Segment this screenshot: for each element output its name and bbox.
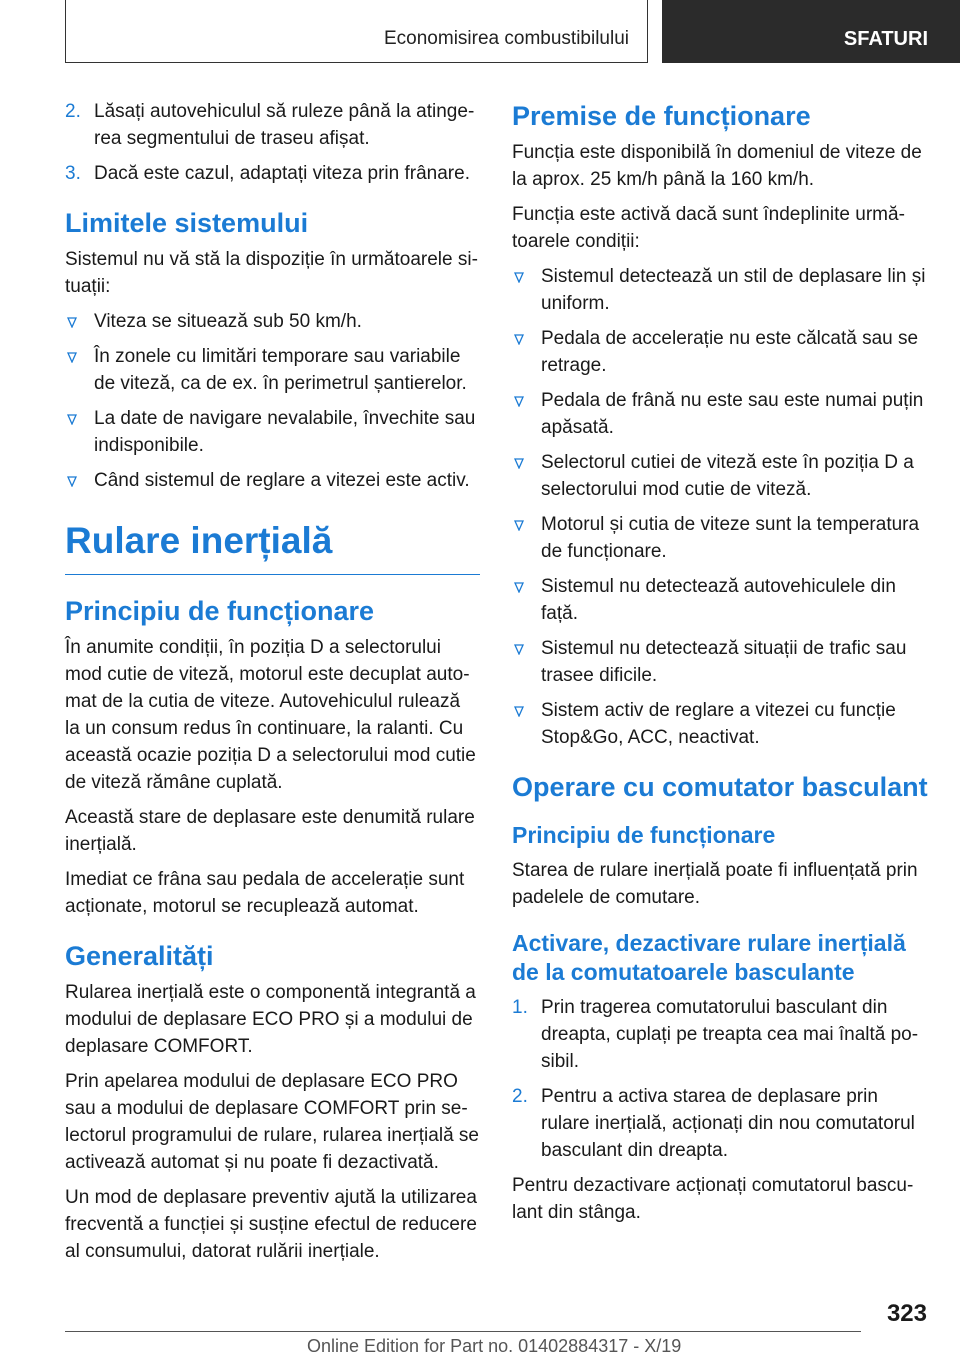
triangle-bullet-icon: [67, 317, 77, 328]
page-number: 323: [886, 1300, 927, 1327]
step-item: [512, 1083, 930, 1164]
list-item: [512, 325, 930, 379]
rocker-principle-heading: Principiu de funcționare: [512, 822, 776, 848]
prereq-list: [512, 263, 930, 751]
principle-heading: Principiu de funcționare: [65, 596, 375, 626]
activate-heading: Activare, dezactivare rulare inerțială de la comutatoarele basculante: [512, 930, 906, 985]
triangle-bullet-icon: [514, 644, 524, 655]
limits-list: [65, 308, 480, 494]
activate-steps: [512, 994, 930, 1164]
prereq-heading: Premise de funcționare: [512, 101, 811, 131]
step-text: Dacă este cazul, adaptați viteza prin frânare.: [94, 163, 470, 184]
step-number: 2.: [512, 1086, 528, 1107]
steps-continued: [65, 98, 480, 187]
general-heading: Generalități: [65, 941, 214, 971]
triangle-bullet-icon: [514, 706, 524, 717]
triangle-bullet-icon: [67, 352, 77, 363]
limits-intro: Sistemul nu vă stă la dispoziție în următoarele situații:: [65, 249, 478, 297]
list-item-text: Selectorul cutiei de viteză este în poziția D a selectorului mod cutie de viteză.: [541, 452, 914, 500]
list-item-text: Sistem activ de reglare a vitezei cu funcție Stop&Go, ACC, neactivat.: [541, 700, 896, 748]
step-text: Prin tragerea comutatorului basculant din dreapta, cuplați pe treapta cea mai înaltă posibil.: [541, 997, 919, 1072]
step-number: 3.: [65, 163, 81, 184]
list-item: [65, 308, 480, 335]
list-item: [65, 467, 480, 494]
step-item: [65, 98, 480, 152]
list-item: [512, 511, 930, 565]
list-item: [512, 449, 930, 503]
list-item: [512, 573, 930, 627]
list-item: [512, 697, 930, 751]
list-item-text: Viteza se situează sub 50 km/h.: [94, 311, 362, 332]
step-item: [65, 160, 480, 187]
principle-paragraph: Imediat ce frâna sau pedala de accelerație sunt acționate, motorul se recuplează automat.: [65, 869, 465, 917]
step-number: 1.: [512, 997, 528, 1018]
triangle-bullet-icon: [514, 520, 524, 531]
list-item: [65, 405, 480, 459]
list-item: [512, 635, 930, 689]
list-item: [512, 263, 930, 317]
chapter-title: Rulare inerțială: [65, 520, 480, 575]
edition-note: Online Edition for Part no. 01402884317 - X/19: [307, 1336, 682, 1356]
running-header: [65, 0, 648, 63]
principle-paragraph: Această stare de deplasare este denumită rulare inerțială.: [65, 807, 475, 855]
step-text: Lăsați autovehiculul să ruleze până la atingerea segmentului de traseu afișat.: [94, 101, 475, 149]
list-item-text: Pedala de accelerație nu este călcată sau se retrage.: [541, 328, 919, 376]
principle-paragraph: În anumite condiții, în poziția D a selectorului mod cutie de viteză, motorul este decuplat automat de la cutia de viteze. Autovehiculul rulează la un consum redus în continuare, la ralanti. Cu această ocazie poziția D a selectorului mod cutie de viteză rămâne cuplată.: [65, 637, 476, 793]
triangle-bullet-icon: [514, 334, 524, 345]
deactivate-text: Pentru dezactivare acționați comutatorul basculant din stânga.: [512, 1175, 914, 1223]
triangle-bullet-icon: [67, 476, 77, 487]
list-item-text: La date de navigare nevalabile, învechite sau indisponibile.: [94, 408, 476, 456]
list-item: [65, 343, 480, 397]
list-item-text: Pedala de frână nu este sau este numai puțin apăsată.: [541, 390, 924, 438]
list-item: [512, 387, 930, 441]
limits-heading: Limitele sistemului: [65, 208, 309, 238]
list-item-text: Sistemul nu detectează situații de trafic sau trasee dificile.: [541, 638, 907, 686]
general-paragraph: Un mod de deplasare preventiv ajută la utilizarea frecventă a funcției și susține efectul de reducere al consumului, datorat rulării inerțiale.: [65, 1187, 477, 1262]
list-item-text: Când sistemul de reglare a vitezei este activ.: [94, 470, 470, 491]
list-item-text: Sistemul nu detectează autovehiculele din față.: [541, 576, 896, 624]
rocker-heading: Operare cu comutator basculant: [512, 772, 928, 802]
general-paragraph: Prin apelarea modului de deplasare ECO PRO sau a modului de deplasare COMFORT prin selectorul programului de rulare, rularea inerțială se activează automat și nu poate fi dezactivată.: [65, 1071, 479, 1173]
rocker-principle-text: Starea de rulare inerțială poate fi influențată prin padelele de comutare.: [512, 860, 918, 908]
step-item: [512, 994, 930, 1075]
list-item-text: Motorul și cutia de viteze sunt la temperatura de funcționare.: [541, 514, 920, 562]
chapter-tab-label: SFATURI: [843, 28, 928, 50]
step-number: 2.: [65, 101, 81, 122]
step-text: Pentru a activa starea de deplasare prin rulare inerțială, acționați din nou comutatorul basculant din dreapta.: [541, 1086, 915, 1161]
triangle-bullet-icon: [67, 414, 77, 425]
section-title: Economisirea combustibilului: [384, 28, 629, 49]
triangle-bullet-icon: [514, 396, 524, 407]
prereq-paragraph: Funcția este activă dacă sunt îndeplinite următoarele condiții:: [512, 204, 905, 252]
right-column: [512, 98, 930, 1234]
triangle-bullet-icon: [514, 582, 524, 593]
list-item-text: În zonele cu limitări temporare sau variabile de viteză, ca de ex. în perimetrul șantierelor.: [94, 346, 467, 394]
footer-divider: [65, 1331, 861, 1332]
triangle-bullet-icon: [514, 458, 524, 469]
list-item-text: Sistemul detectează un stil de deplasare lin și uniform.: [541, 266, 926, 314]
prereq-paragraph: Funcția este disponibilă în domeniul de viteze de la aprox. 25 km/h până la 160 km/h.: [512, 142, 922, 190]
left-column: [65, 98, 480, 1273]
general-paragraph: Rularea inerțială este o componentă integrantă a modului de deplasare ECO PRO și a modului de deplasare COMFORT.: [65, 982, 476, 1057]
triangle-bullet-icon: [514, 272, 524, 283]
chapter-tab: [662, 0, 960, 63]
